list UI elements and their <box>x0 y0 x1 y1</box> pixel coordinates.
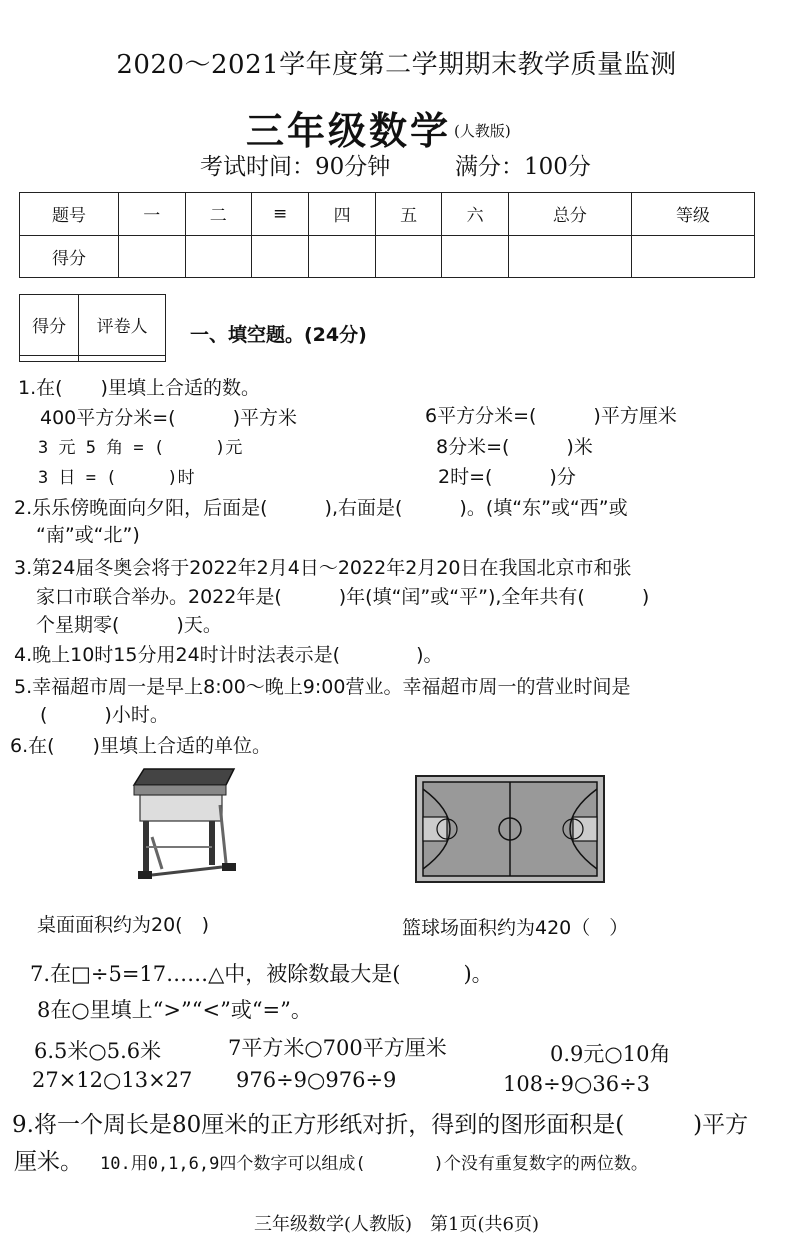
grader-box <box>19 294 166 362</box>
q6-desk-caption: 桌面面积约为20( ) <box>37 914 210 936</box>
grader-score-label: 得分 <box>20 295 79 356</box>
subject-title: 三年级数学 <box>246 109 452 153</box>
q1-b: 6平方分米=( )平方厘米 <box>425 405 677 427</box>
score-table-header-label: 题号 <box>20 193 119 236</box>
section-title: 一、填空题。(24分) <box>190 324 367 346</box>
q1-a: 400平方分米=( )平方米 <box>40 407 298 429</box>
score-col-1: 一 <box>119 193 186 236</box>
score-cell[interactable] <box>508 235 631 278</box>
q1-c: 3 元 5 角 = ( )元 <box>38 438 243 458</box>
q3-line3: 个星期零( )天。 <box>36 614 222 636</box>
q1-f: 2时=( )分 <box>438 466 576 488</box>
score-table <box>19 192 755 278</box>
q8-c: 0.9元○10角 <box>550 1042 671 1066</box>
q3-line1: 3.第24届冬奥会将于2022年2月4日～2022年2月20日在我国北京市和张 <box>14 557 632 579</box>
exam-time: 考试时间：90分钟 <box>200 154 391 180</box>
q9-line2: 厘米。 <box>14 1149 83 1175</box>
q9-line1: 9.将一个周长是80厘米的正方形纸对折，得到的图形面积是( )平方 <box>12 1112 749 1138</box>
q6-title: 6.在( )里填上合适的单位。 <box>10 735 271 757</box>
score-col-total: 总分 <box>508 193 631 236</box>
q7: 7.在□÷5=17……△中，被除数最大是( )。 <box>30 962 493 986</box>
q10: 10.用0,1,6,9四个数字可以组成( )个没有重复数字的两位数。 <box>100 1154 648 1174</box>
full-score: 满分：100分 <box>455 154 591 180</box>
score-cell[interactable] <box>375 235 442 278</box>
basketball-court-image <box>415 775 605 883</box>
score-col-3: ≡ <box>252 193 309 236</box>
score-cell[interactable] <box>252 235 309 278</box>
page-footer: 三年级数学(人教版) 第1页(共6页) <box>254 1214 539 1235</box>
q8-e: 976÷9○976÷9 <box>236 1068 397 1092</box>
q1-d: 8分米=( )米 <box>436 436 593 458</box>
edition-label: (人教版) <box>454 122 511 140</box>
q8-f: 108÷9○36÷3 <box>503 1072 651 1096</box>
score-col-4: 四 <box>309 193 376 236</box>
q2-line2: “南”或“北”) <box>36 524 140 546</box>
score-col-2: 二 <box>185 193 252 236</box>
q6-court-caption: 篮球场面积约为420（ ） <box>402 917 629 939</box>
q5-line2: ( )小时。 <box>40 704 169 726</box>
q8-b: 7平方米○700平方厘米 <box>228 1036 447 1060</box>
score-col-grade: 等级 <box>631 193 754 236</box>
q3-line2: 家口市联合举办。2022年是( )年(填“闰”或“平”),全年共有( ) <box>36 586 650 608</box>
score-cell[interactable] <box>442 235 509 278</box>
q8-a: 6.5米○5.6米 <box>34 1039 162 1063</box>
q8-d: 27×12○13×27 <box>32 1068 193 1092</box>
score-cell[interactable] <box>119 235 186 278</box>
score-cell[interactable] <box>309 235 376 278</box>
grader-score-cell[interactable] <box>20 355 79 361</box>
q1-title: 1.在( )里填上合适的数。 <box>18 377 260 399</box>
score-table-row-label: 得分 <box>20 235 119 278</box>
grader-name-cell[interactable] <box>79 355 166 361</box>
grader-name-label: 评卷人 <box>79 295 166 356</box>
desk-image <box>126 765 238 893</box>
score-col-5: 五 <box>375 193 442 236</box>
q1-e: 3 日 = ( )时 <box>38 468 195 488</box>
score-cell[interactable] <box>185 235 252 278</box>
exam-title: 2020～2021学年度第二学期期末教学质量监测 <box>116 50 677 80</box>
q8-title: 8在○里填上“>”“<”或“=”。 <box>37 998 312 1022</box>
score-cell[interactable] <box>631 235 754 278</box>
q5-line1: 5.幸福超市周一是早上8:00～晚上9:00营业。幸福超市周一的营业时间是 <box>14 676 631 698</box>
score-col-6: 六 <box>442 193 509 236</box>
q2-line1: 2.乐乐傍晚面向夕阳，后面是( ),右面是( )。(填“东”或“西”或 <box>14 497 628 519</box>
q4: 4.晚上10时15分用24时计时法表示是( )。 <box>14 644 443 666</box>
